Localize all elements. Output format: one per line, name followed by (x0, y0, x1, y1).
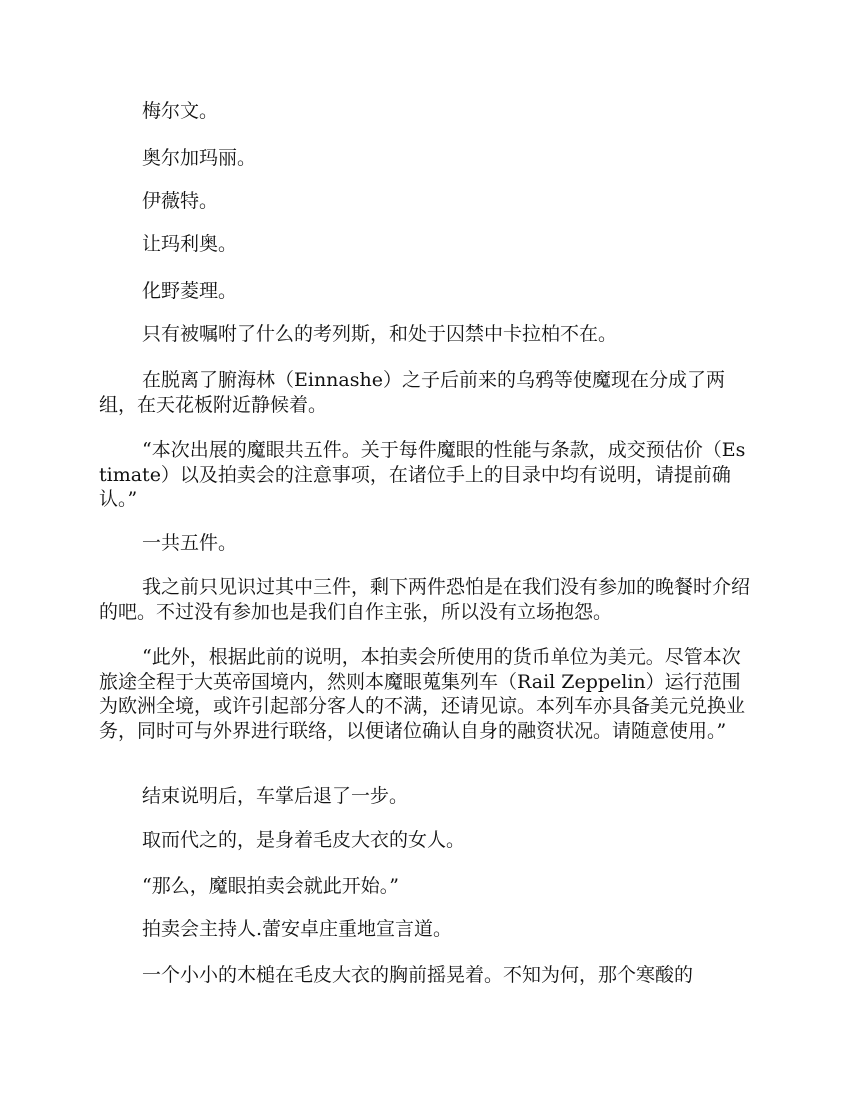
paragraph-3: 伊薇特。 (142, 190, 219, 212)
paragraph-6: 只有被嘱咐了什么的考列斯，和处于囚禁中卡拉柏不在。 (142, 323, 618, 345)
paragraph-13: 取而代之的，是身着毛皮大衣的女人。 (142, 829, 466, 851)
paragraph-4: 让玛利奥。 (142, 233, 238, 255)
paragraph-7: 在脱离了腑海林（Einnashe）之子后前来的乌鸦等使魔现在分成了两组，在天花板附近静候着。 (99, 369, 725, 416)
paragraph-10: 我之前只见识过其中三件，剩下两件恐怕是在我们没有参加的晚餐时介绍的吧。不过没有参加也是我们自作主张，所以没有立场抱怨。 (99, 576, 751, 623)
paragraph-11: “此外，根据此前的说明，本拍卖会所使用的货币单位为美元。尽管本次旅途全程于大英帝国境内，然则本魔眼蒐集列车（Rail Zeppelin）运行范围为欧洲全境，或许引起部分客人的不满，还请见谅。本列车亦具备美元兑换业务，同时可与外界进行联络，以便诸位确认自身的融资状况。请随意使用。” (99, 646, 746, 742)
paragraph-14: “那么，魔眼拍卖会就此开始。” (142, 875, 399, 897)
paragraph-12: 结束说明后，车掌后退了一步。 (142, 785, 409, 807)
paragraph-16: 一个小小的木槌在毛皮大衣的胸前摇晃着。不知为何，那个寒酸的 (142, 964, 694, 986)
paragraph-15: 拍卖会主持人.蕾安卓庄重地宣言道。 (142, 918, 453, 940)
paragraph-2: 奥尔加玛丽。 (142, 147, 257, 169)
paragraph-9: 一共五件。 (142, 532, 238, 554)
paragraph-5: 化野菱理。 (142, 280, 238, 302)
paragraph-1: 梅尔文。 (142, 100, 219, 122)
paragraph-8: “本次出展的魔眼共五件。关于每件魔眼的性能与条款，成交预估价（Estimate）以及拍卖会的注意事项，在诸位手上的目录中均有说明，请提前确认。” (99, 439, 746, 510)
